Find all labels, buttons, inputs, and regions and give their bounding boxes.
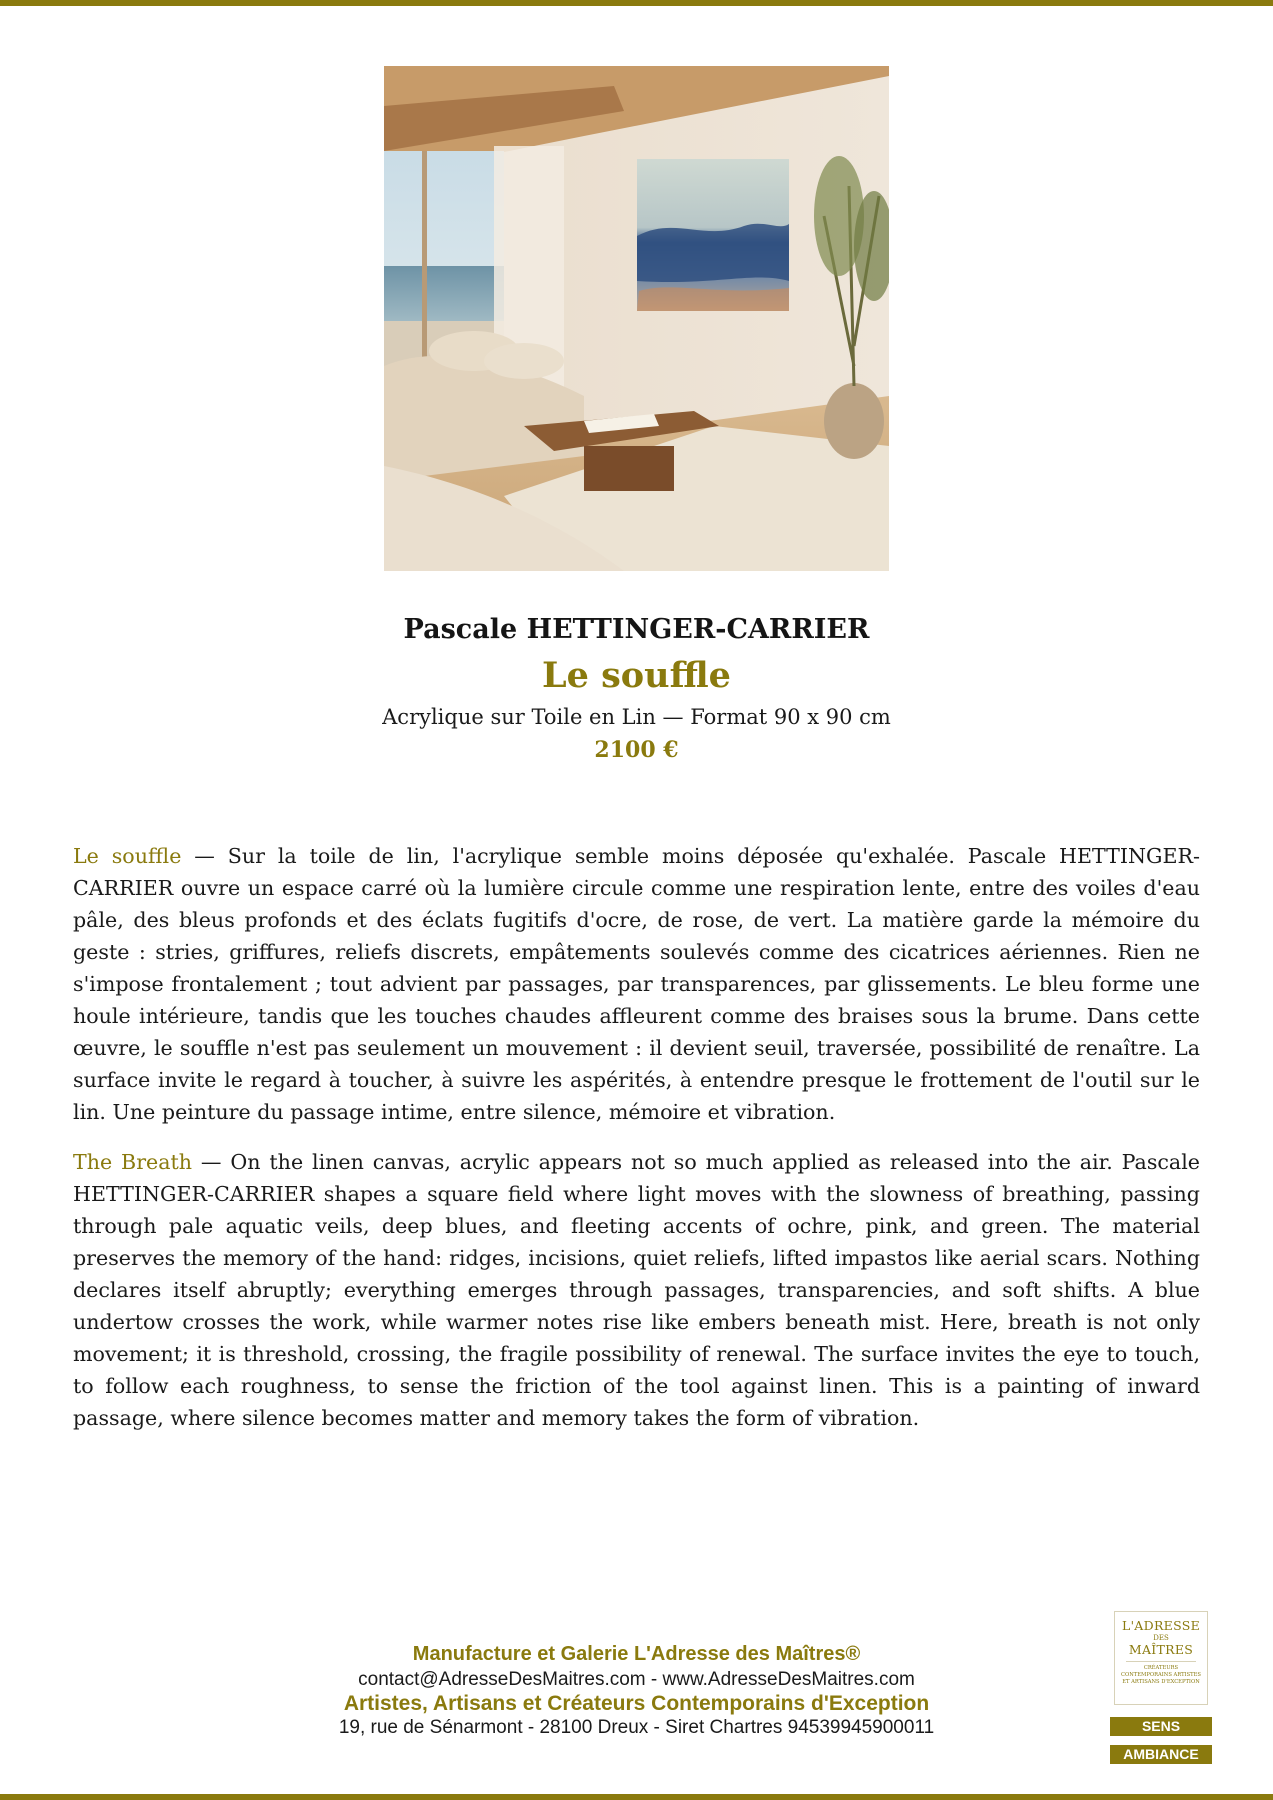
logo-divider <box>1126 1661 1196 1662</box>
description-english <box>73 1146 1200 1434</box>
artist-name: Pascale HETTINGER-CARRIER <box>403 614 870 645</box>
description-english-lead: The Breath <box>73 1150 193 1174</box>
gallery-logo <box>1114 1611 1208 1705</box>
bottom-accent-bar <box>0 1794 1273 1800</box>
footer-address: 19, rue de Sénarmont - 28100 Dreux - Siret Chartres 94539945900011 <box>338 1717 935 1738</box>
badge-ambiance: AMBIANCE <box>1110 1745 1212 1764</box>
artwork-room-image <box>384 66 889 571</box>
description-french <box>73 840 1200 1128</box>
footer-contact: contact@AdresseDesMaitres.com - www.AdresseDesMaitres.com <box>358 1669 915 1690</box>
badge-sens: SENS <box>1110 1717 1212 1736</box>
description-french-lead: Le souffle <box>73 844 182 868</box>
footer-gallery-name: Manufacture et Galerie L'Adresse des Maîtres® <box>412 1643 861 1665</box>
artwork-price: 2100 € <box>594 737 679 763</box>
logo-line-2: DES <box>1153 1634 1169 1642</box>
logo-line-3: MAÎTRES <box>1128 1642 1194 1657</box>
logo-line-1: L'ADRESSE <box>1121 1618 1201 1633</box>
logo-subtitle: CRÉATEURS CONTEMPORAINS ARTISTES ET ARTISANS D'EXCEPTION <box>1121 1665 1201 1685</box>
artwork-medium-format: Acrylique sur Toile en Lin — Format 90 x 90 cm <box>382 705 891 729</box>
description-french-text: — Sur la toile de lin, l'acrylique semble moins déposée qu'exhalée. Pascale HETTINGER-CARRIER ouvre un espace carré où la lumière circule comme une respiration lente, entre des voiles d'eau pâle, des bleus profonds et des éclats fugitifs d'ocre, de rose, de vert. La matière garde la mémoire du geste : stries, griffures, reliefs discrets, empâtements soulevés comme des cicatrices aériennes. Rien ne s'impose frontalement ; tout advient par passages, par transparences, par glissements. Le bleu forme une houle intérieure, tandis que les touches chaudes affleurent comme des braises sous la brume. Dans cette œuvre, le souffle n'est pas seulement un mouvement : il devient seuil, traversée, possibilité de renaître. La surface invite le regard à toucher, à suivre les aspérités, à entendre presque le frottement de l'outil sur le lin. Une peinture du passage intime, entre silence, mémoire et vibration. <box>73 844 1200 1124</box>
description-english-text: — On the linen canvas, acrylic appears not so much applied as released into the air. Pascale HETTINGER-CARRIER shapes a square field where light moves with the slowness of breathing, passing through pale aquatic veils, deep blues, and fleeting accents of ochre, pink, and green. The material preserves the memory of the hand: ridges, incisions, quiet reliefs, lifted impastos like aerial scars. Nothing declares itself abruptly; everything emerges through passages, transparencies, and soft shifts. A blue undertow crosses the work, while warmer notes rise like embers beneath mist. Here, breath is not only movement; it is threshold, crossing, the fragile possibility of renewal. The surface invites the eye to touch, to follow each roughness, to sense the friction of the tool against linen. This is a painting of inward passage, where silence becomes matter and memory takes the form of vibration. <box>73 1150 1200 1430</box>
artwork-title: Le souffle <box>542 655 731 696</box>
top-accent-bar <box>0 0 1273 6</box>
footer-tagline: Artistes, Artisans et Créateurs Contemporains d'Exception <box>343 1692 930 1715</box>
